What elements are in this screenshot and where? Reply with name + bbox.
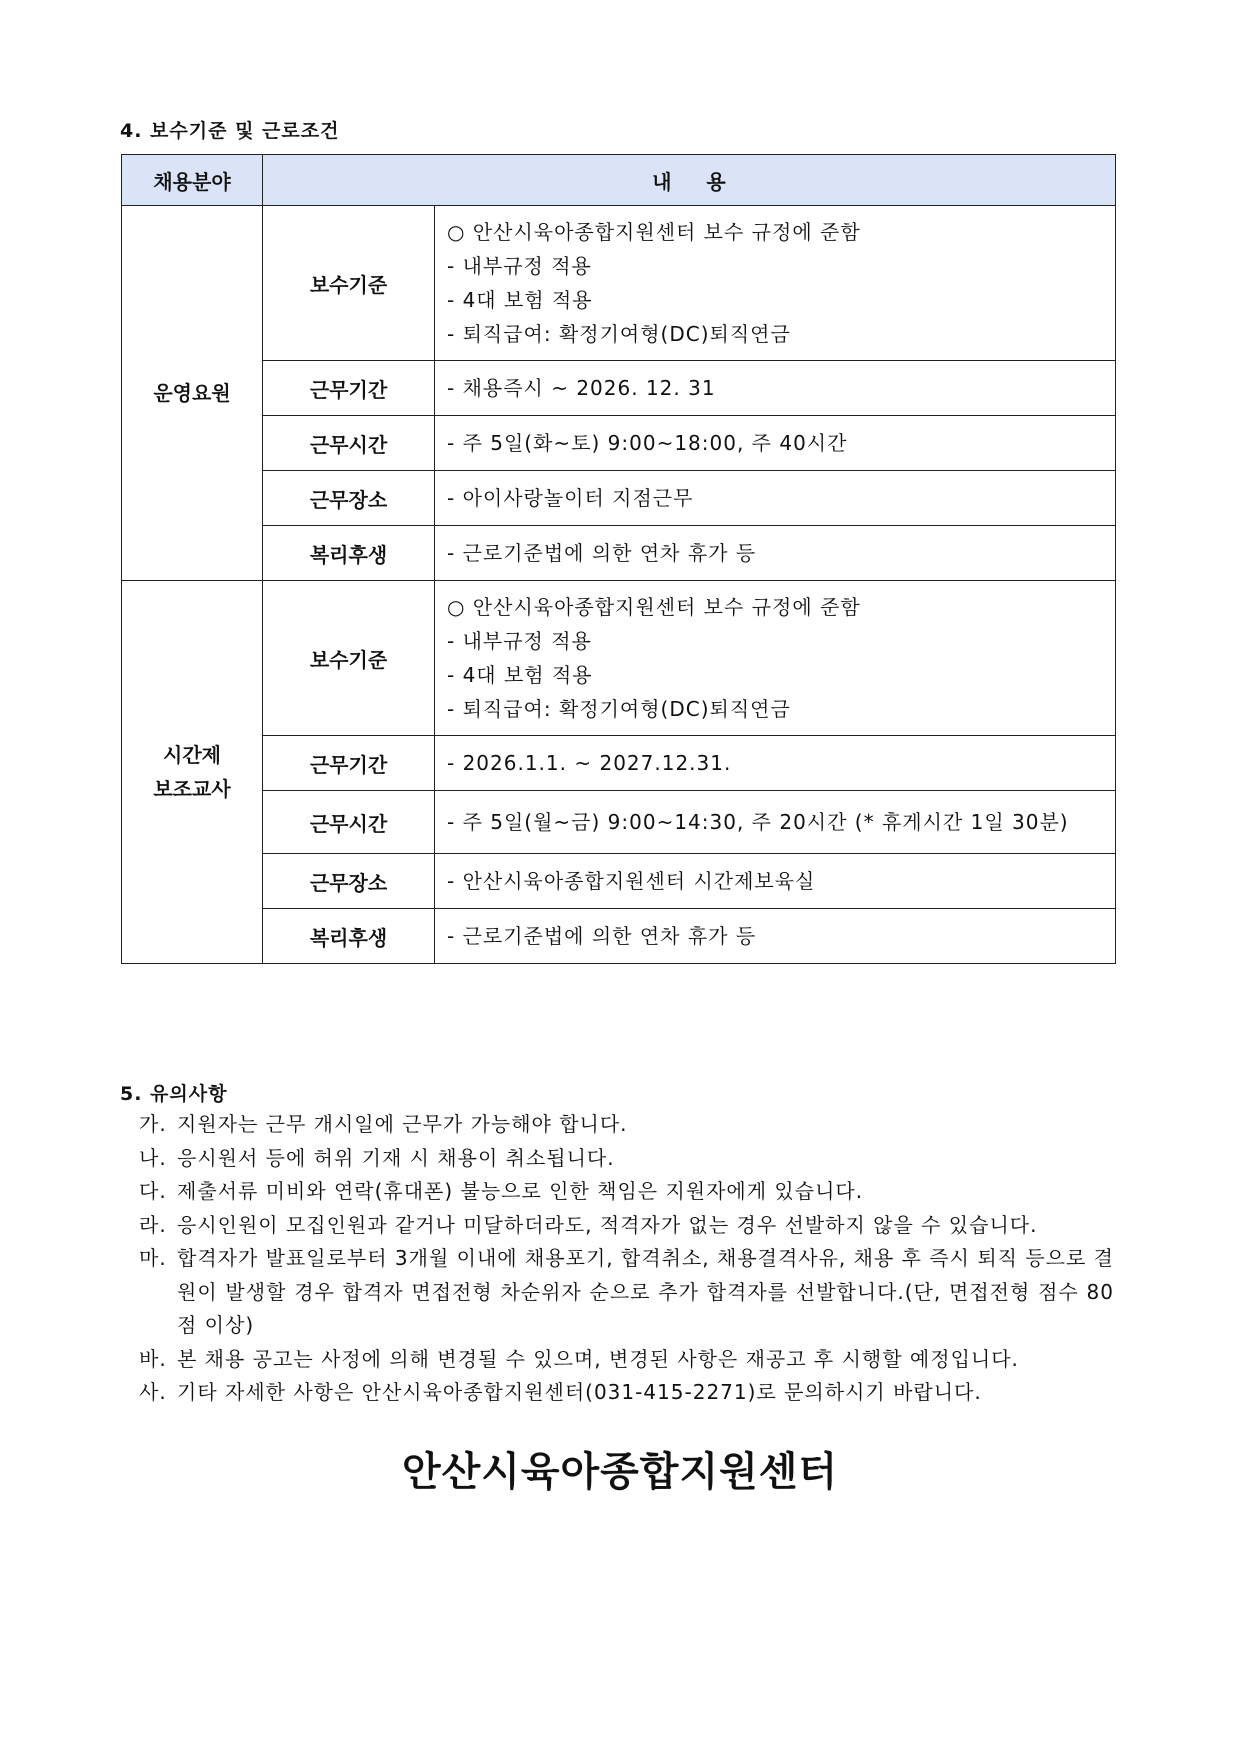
- content-line: - 아이사랑놀이터 지점근무: [447, 486, 694, 510]
- category-part-time-assistant: [122, 581, 263, 964]
- category-line: 시간제: [163, 743, 221, 767]
- item-text: 합격자가 발표일로부터 3개월 이내에 채용포기, 합격취소, 채용결격사유, 채용 후 즉시 퇴직 등으로 결원이 발생할 경우 합격자 면접전형 차순위자 순으로 추가 합격자를 선발합니다.(단, 면접전형 점수 80점 이상): [177, 1246, 1114, 1337]
- working-conditions-table: [121, 154, 1116, 964]
- item-marker: 마.: [139, 1246, 167, 1270]
- content-line: - 주 5일(화~토) 9:00~18:00, 주 40시간: [447, 431, 848, 455]
- list-item: [139, 1209, 1114, 1243]
- item-text: 기타 자세한 사항은 안산시육아종합지원센터(031-415-2271)로 문의하시기 바랍니다.: [177, 1380, 982, 1404]
- content-line: - 근로기준법에 의한 연차 휴가 등: [447, 924, 757, 948]
- table-row: [122, 471, 1116, 526]
- item-content: [435, 791, 1116, 854]
- table-row: [122, 206, 1116, 361]
- category-operations-staff: 운영요원: [122, 206, 263, 581]
- content-line: ○ 안산시육아종합지원센터 보수 규정에 준함: [447, 220, 861, 244]
- item-content: [435, 909, 1116, 964]
- table-row: [122, 526, 1116, 581]
- item-label: 근무장소: [263, 854, 435, 909]
- table-header-row: [122, 155, 1116, 206]
- section-4-heading: 4. 보수기준 및 근로조건: [120, 120, 340, 142]
- item-marker: 가.: [139, 1112, 167, 1136]
- item-content: [435, 361, 1116, 416]
- item-content: [435, 206, 1116, 361]
- item-text: 본 채용 공고는 사정에 의해 변경될 수 있으며, 변경된 사항은 재공고 후 시행할 예정입니다.: [177, 1346, 1019, 1371]
- item-marker: 다.: [139, 1179, 167, 1203]
- item-label: 근무기간: [263, 361, 435, 416]
- notice-list: [139, 1108, 1114, 1410]
- item-content: [435, 526, 1116, 581]
- item-marker: 라.: [139, 1212, 167, 1237]
- item-content: [435, 471, 1116, 526]
- header-field: 채용분야: [122, 155, 263, 206]
- content-line: - 내부규정 적용: [447, 254, 592, 278]
- table-row: [122, 581, 1116, 736]
- item-marker: 사.: [139, 1380, 167, 1404]
- content-line: - 4대 보험 적용: [447, 663, 593, 687]
- content-line: - 채용즉시 ~ 2026. 12. 31: [447, 376, 716, 400]
- content-line: - 퇴직급여: 확정기여형(DC)퇴직연금: [447, 322, 791, 346]
- header-content: 내 용: [263, 155, 1116, 206]
- content-line: - 안산시육아종합지원센터 시간제보육실: [447, 869, 816, 893]
- content-line: - 4대 보험 적용: [447, 288, 593, 312]
- category-line: 보조교사: [153, 777, 231, 801]
- item-content: [435, 736, 1116, 791]
- item-label: 보수기준: [263, 206, 435, 361]
- content-line: - 내부규정 적용: [447, 629, 592, 653]
- list-item: [139, 1343, 1114, 1377]
- item-label: 근무시간: [263, 791, 435, 854]
- table-row: [122, 854, 1116, 909]
- list-item: [139, 1108, 1114, 1142]
- content-line: ○ 안산시육아종합지원센터 보수 규정에 준함: [447, 595, 861, 619]
- table-row: [122, 909, 1116, 964]
- item-marker: 바.: [139, 1346, 167, 1371]
- item-content: [435, 416, 1116, 471]
- item-text: 응시원서 등에 허위 기재 시 채용이 취소됩니다.: [177, 1145, 615, 1170]
- content-line: - 2026.1.1. ~ 2027.12.31.: [447, 751, 732, 775]
- item-content: [435, 854, 1116, 909]
- item-text: 응시인원이 모집인원과 같거나 미달하더라도, 적격자가 없는 경우 선발하지 않을 수 있습니다.: [177, 1212, 1038, 1237]
- list-item: [139, 1242, 1114, 1343]
- item-label: 근무시간: [263, 416, 435, 471]
- item-text: 지원자는 근무 개시일에 근무가 가능해야 합니다.: [177, 1112, 628, 1136]
- content-line: - 퇴직급여: 확정기여형(DC)퇴직연금: [447, 697, 791, 721]
- content-line: - 근로기준법에 의한 연차 휴가 등: [447, 541, 757, 565]
- table-row: [122, 361, 1116, 416]
- item-text: 제출서류 미비와 연락(휴대폰) 불능으로 인한 책임은 지원자에게 있습니다.: [177, 1179, 864, 1203]
- table-row: [122, 736, 1116, 791]
- item-label: 근무장소: [263, 471, 435, 526]
- item-label: 복리후생: [263, 909, 435, 964]
- list-item: [139, 1142, 1114, 1176]
- table-row: [122, 416, 1116, 471]
- list-item: [139, 1175, 1114, 1209]
- item-label: 복리후생: [263, 526, 435, 581]
- section-5-heading: 5. 유의사항: [120, 1083, 228, 1105]
- item-label: 근무기간: [263, 736, 435, 791]
- list-item: [139, 1376, 1114, 1410]
- item-label: 보수기준: [263, 581, 435, 736]
- item-marker: 나.: [139, 1145, 167, 1170]
- organization-signature: 안산시육아종합지원센터: [401, 1449, 839, 1495]
- item-content: [435, 581, 1116, 736]
- content-line: - 주 5일(월~금) 9:00~14:30, 주 20시간 (* 휴게시간 1일 30분): [447, 810, 1069, 834]
- table-row: [122, 791, 1116, 854]
